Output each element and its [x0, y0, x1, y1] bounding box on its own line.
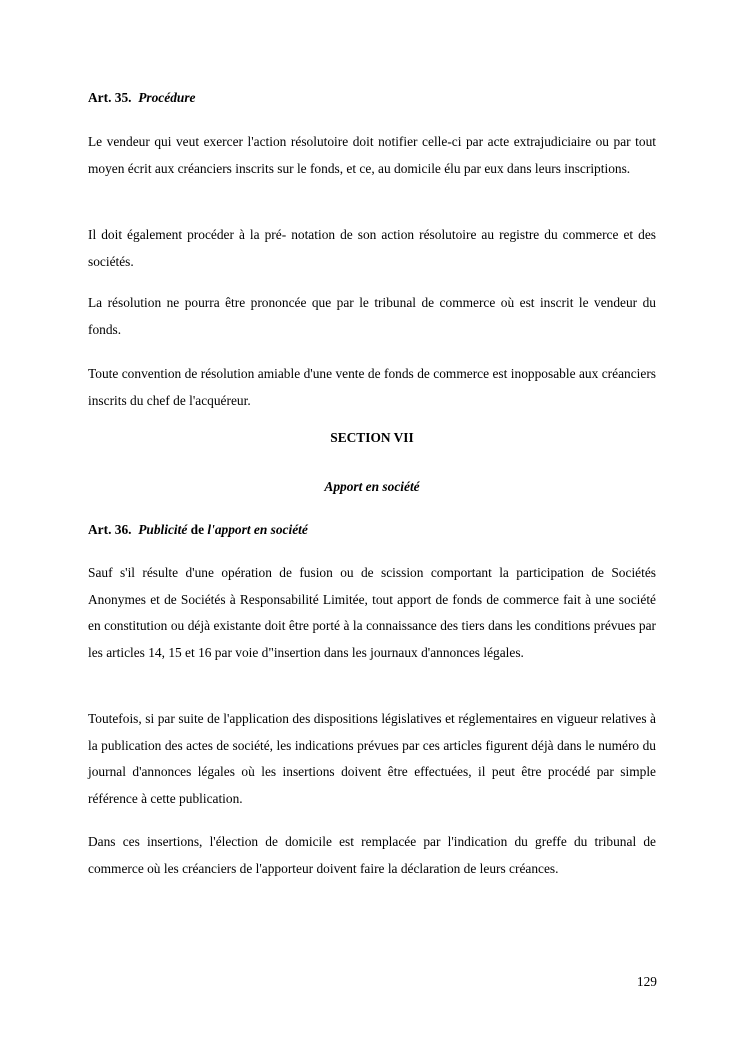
- article-36-title-mid: de: [187, 522, 208, 537]
- section-number: SECTION VII: [330, 430, 414, 445]
- article-36-number: Art. 36.: [88, 522, 132, 537]
- article-35-paragraph-4: Toute convention de résolution amiable d'une vente de fonds de commerce est inopposable aux créanciers inscrits du chef de l'acquéreur.: [88, 366, 656, 408]
- article-36-title-part2: l'apport en société: [207, 522, 308, 537]
- article-36-paragraph-1: Sauf s'il résulte d'une opération de fusion ou de scission comportant la participation de Sociétés Anonymes et de Sociétés à Responsabilité Limitée, tout apport de fonds de commerce fait à une société en constitution ou déjà existante doit être porté à la connaissance des tiers dans les conditions prévues par les articles 14, 15 et 16 par voie d"insertion dans les journaux d'annonces légales.: [88, 565, 656, 660]
- article-36-paragraph-2: Toutefois, si par suite de l'application des dispositions législatives et réglementaires en vigueur relatives à la publication des actes de société, les indications prévues par ces articles figurent déjà dans le numéro du journal d'annonces légales où les insertions doivent être effectuées, il peut être procédé par simple référence à cette publication.: [88, 711, 656, 806]
- section-title: Apport en société: [324, 479, 420, 494]
- article-36-title-part1: Publicité: [138, 522, 188, 537]
- article-35-paragraph-1: Le vendeur qui veut exercer l'action résolutoire doit notifier celle-ci par acte extrajudiciaire ou par tout moyen écrit aux créanciers inscrits sur le fonds, et ce, au domicile élu par eux dans leurs inscriptions.: [88, 134, 656, 176]
- article-35-heading: [88, 90, 196, 106]
- page-number: 129: [636, 974, 657, 989]
- article-35-title: Procédure: [138, 90, 196, 105]
- article-35-paragraph-2: Il doit également procéder à la pré- notation de son action résolutoire au registre du commerce et des sociétés.: [88, 227, 656, 269]
- article-36-paragraph-3: Dans ces insertions, l'élection de domicile est remplacée par l'indication du greffe du tribunal de commerce où les créanciers de l'apporteur doivent faire la déclaration de leurs créances.: [88, 834, 656, 876]
- article-36-heading: [88, 522, 308, 538]
- article-35-number: Art. 35.: [88, 90, 132, 105]
- article-35-paragraph-3: La résolution ne pourra être prononcée que par le tribunal de commerce où est inscrit le vendeur du fonds.: [88, 295, 656, 337]
